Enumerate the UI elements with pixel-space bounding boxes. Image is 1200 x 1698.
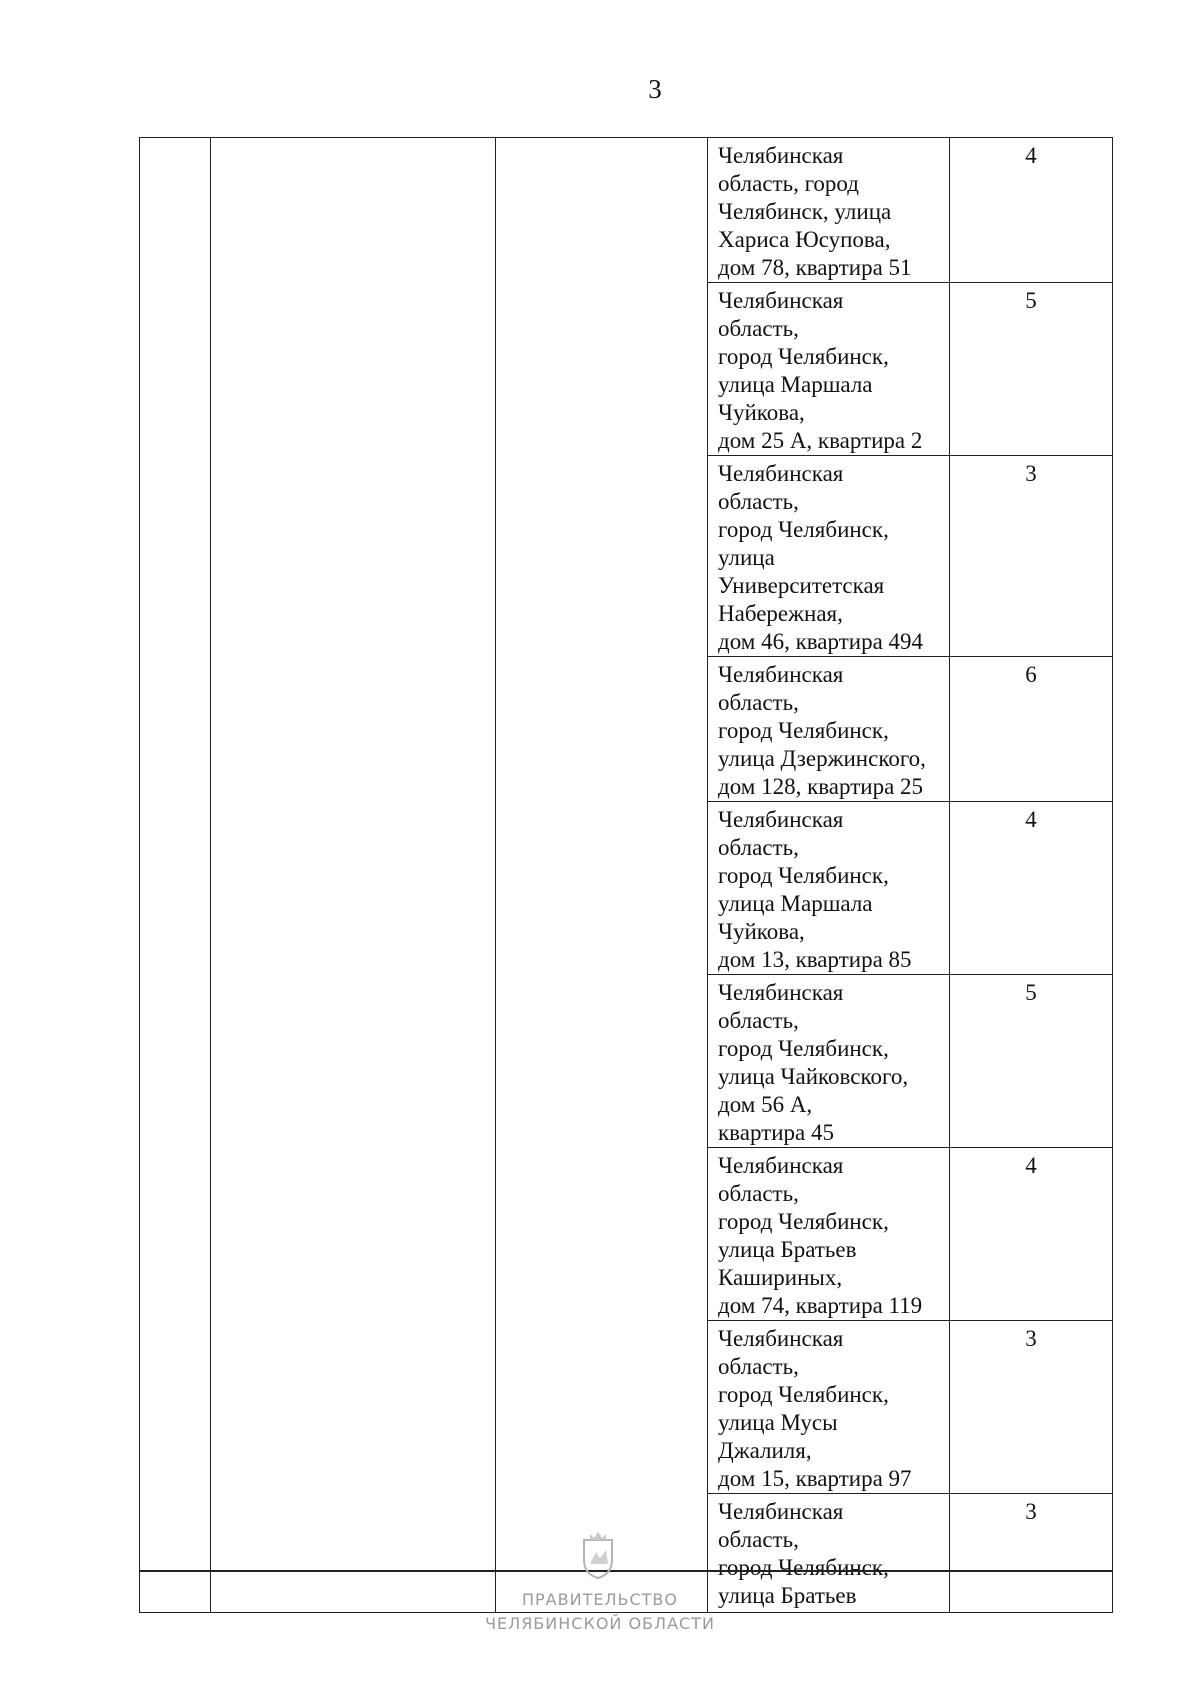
address-cell: Челябинская область, город Челябинск, улица Братьев [708, 1494, 950, 1613]
watermark-line1: ПРАВИТЕЛЬСТВО [522, 1590, 678, 1609]
table-bottom-border [139, 1570, 1112, 1572]
empty-cell-col2 [211, 138, 496, 1613]
empty-cell-col3 [496, 138, 708, 1613]
table-row [140, 138, 1113, 283]
empty-cell-col1 [140, 138, 211, 1613]
address-cell: Челябинская область, город Челябинск, улица Маршала Чуйкова, дом 13, квартира 85 [708, 802, 950, 975]
page-number: 3 [648, 74, 662, 104]
address-cell: Челябинская область, город Челябинск, улица Мусы Джалиля, дом 15, квартира 97 [708, 1321, 950, 1494]
count-cell: 4 [950, 138, 1113, 283]
count-cell: 4 [950, 1148, 1113, 1321]
government-watermark [450, 1588, 750, 1636]
address-cell: Челябинская область, город Челябинск, улица Маршала Чуйкова, дом 25 А, квартира 2 [708, 283, 950, 456]
count-cell: 5 [950, 975, 1113, 1148]
address-cell: Челябинская область, город Челябинск, улица Братьев Кашириных, дом 74, квартира 119 [708, 1148, 950, 1321]
address-cell: Челябинская область, город Челябинск, улица Университетская Набережная, дом 46, квартира 494 [708, 456, 950, 657]
count-cell: 3 [950, 456, 1113, 657]
count-cell: 6 [950, 657, 1113, 802]
address-cell: Челябинская область, город Челябинск, улица Хариса Юсупова, дом 78, квартира 51 [708, 138, 950, 283]
count-cell: 3 [950, 1321, 1113, 1494]
address-table [139, 137, 1113, 1613]
count-cell: 4 [950, 802, 1113, 975]
address-cell: Челябинская область, город Челябинск, улица Дзержинского, дом 128, квартира 25 [708, 657, 950, 802]
address-cell: Челябинская область, город Челябинск, улица Чайковского, дом 56 А, квартира 45 [708, 975, 950, 1148]
count-cell: 3 [950, 1494, 1113, 1613]
watermark-line2: ЧЕЛЯБИНСКОЙ ОБЛАСТИ [485, 1614, 715, 1633]
count-cell: 5 [950, 283, 1113, 456]
coat-of-arms-icon [578, 1530, 618, 1580]
